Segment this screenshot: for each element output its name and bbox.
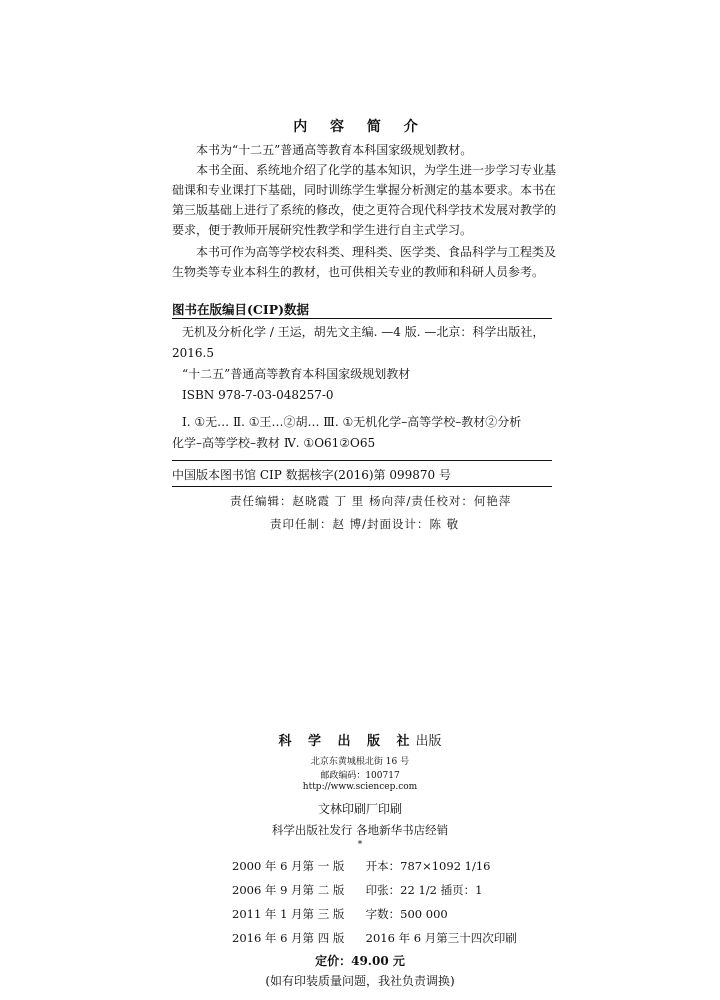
summary-title: 内 容 简 介: [293, 119, 427, 135]
quality-note: (如有印装质量问题，我社负责调换): [265, 974, 455, 988]
summary-paragraph-1: [172, 140, 552, 160]
edition-spec: 印张：22 1/2 插页：1: [365, 883, 483, 897]
summary-paragraph-2: [172, 160, 557, 240]
cip-heading: 图书在版编目(CIP)数据: [172, 302, 310, 317]
printer: 文林印刷厂印刷: [317, 802, 402, 816]
edition-date: 2006 年 9 月第 二 版: [232, 883, 345, 897]
edition-date: 2000 年 6 月第 一 版: [232, 859, 345, 873]
edition-row: [232, 906, 448, 922]
cip-top-rule: [172, 318, 552, 319]
publisher-suffix: 出版: [415, 734, 442, 749]
price: 定价：49.00 元: [315, 954, 405, 968]
cip-line: 化学–高等学校–教材 Ⅳ. ①O61②O65: [172, 436, 376, 450]
cip-line: 2016.5: [172, 346, 214, 360]
cip-line: ISBN 978-7-03-048257-0: [182, 388, 334, 402]
separator-star: *: [357, 840, 363, 850]
summary-p2-line: 第三版基础上进行了系统的修改，使之更符合现代科学技术发展对教学的: [172, 203, 557, 217]
staff-line-2: 责印任制：赵 博/封面设计：陈 敬: [270, 517, 460, 531]
publisher-url: http://www.sciencep.com: [302, 782, 418, 792]
summary-p2-line: 础课和专业课打下基础，同时训练学生掌握分析测定的基本要求。本书在: [172, 183, 557, 197]
cip-line: 无机及分析化学 / 王运，胡先文主编. —4 版. —北京：科学出版社，: [182, 325, 545, 339]
summary-paragraph-3: [172, 242, 557, 282]
summary-p1-line: 本书为“十二五”普通高等教育本科国家级规划教材。: [196, 143, 473, 157]
edition-date: 2011 年 1 月第 三 版: [232, 907, 345, 921]
summary-p3-line: 本书可作为高等学校农科类、理科类、医学类、食品科学与工程类及: [196, 245, 557, 259]
summary-p3-line: 生物类等专业本科生的教材，也可供相关专业的教师和科研人员参考。: [172, 265, 545, 279]
edition-row: [232, 930, 517, 946]
cip-line: Ⅰ. ①无… Ⅱ. ①王…②胡… Ⅲ. ①无机化学–高等学校–教材②分析: [182, 415, 522, 429]
edition-spec: 2016 年 6 月第三十四次印刷: [365, 931, 517, 945]
edition-row: [232, 882, 482, 898]
edition-date: 2016 年 6 月第 四 版: [232, 931, 345, 945]
staff-line-1: 责任编辑：赵晓霞 丁 里 杨向萍/责任校对：何艳萍: [230, 494, 512, 508]
publisher-address: 北京东黄城根北街 16 号: [310, 757, 410, 767]
cip-bottom-rule: [172, 486, 552, 487]
edition-spec: 开本：787×1092 1/16: [365, 859, 491, 873]
summary-p2-line: 要求，便于教师开展研究性教学和学生进行自主式学习。: [172, 223, 473, 237]
summary-p2-line: 本书全面、系统地介绍了化学的基本知识，为学生进一步学习专业基: [196, 163, 557, 177]
edition-spec: 字数：500 000: [365, 907, 448, 921]
cip-block: [172, 322, 552, 454]
cip-number: 中国版本图书馆 CIP 数据核字(2016)第 099870 号: [172, 468, 451, 482]
publisher-line: [0, 730, 720, 749]
publisher-name: 科 学 出 版 社: [278, 734, 416, 749]
publisher-postcode: 邮政编码：100717: [320, 771, 400, 781]
cip-middle-rule: [172, 460, 552, 461]
distribution: 科学出版社发行 各地新华书店经销: [271, 823, 449, 837]
cip-line: “十二五”普通高等教育本科国家级规划教材: [182, 367, 411, 381]
edition-row: [232, 858, 491, 874]
